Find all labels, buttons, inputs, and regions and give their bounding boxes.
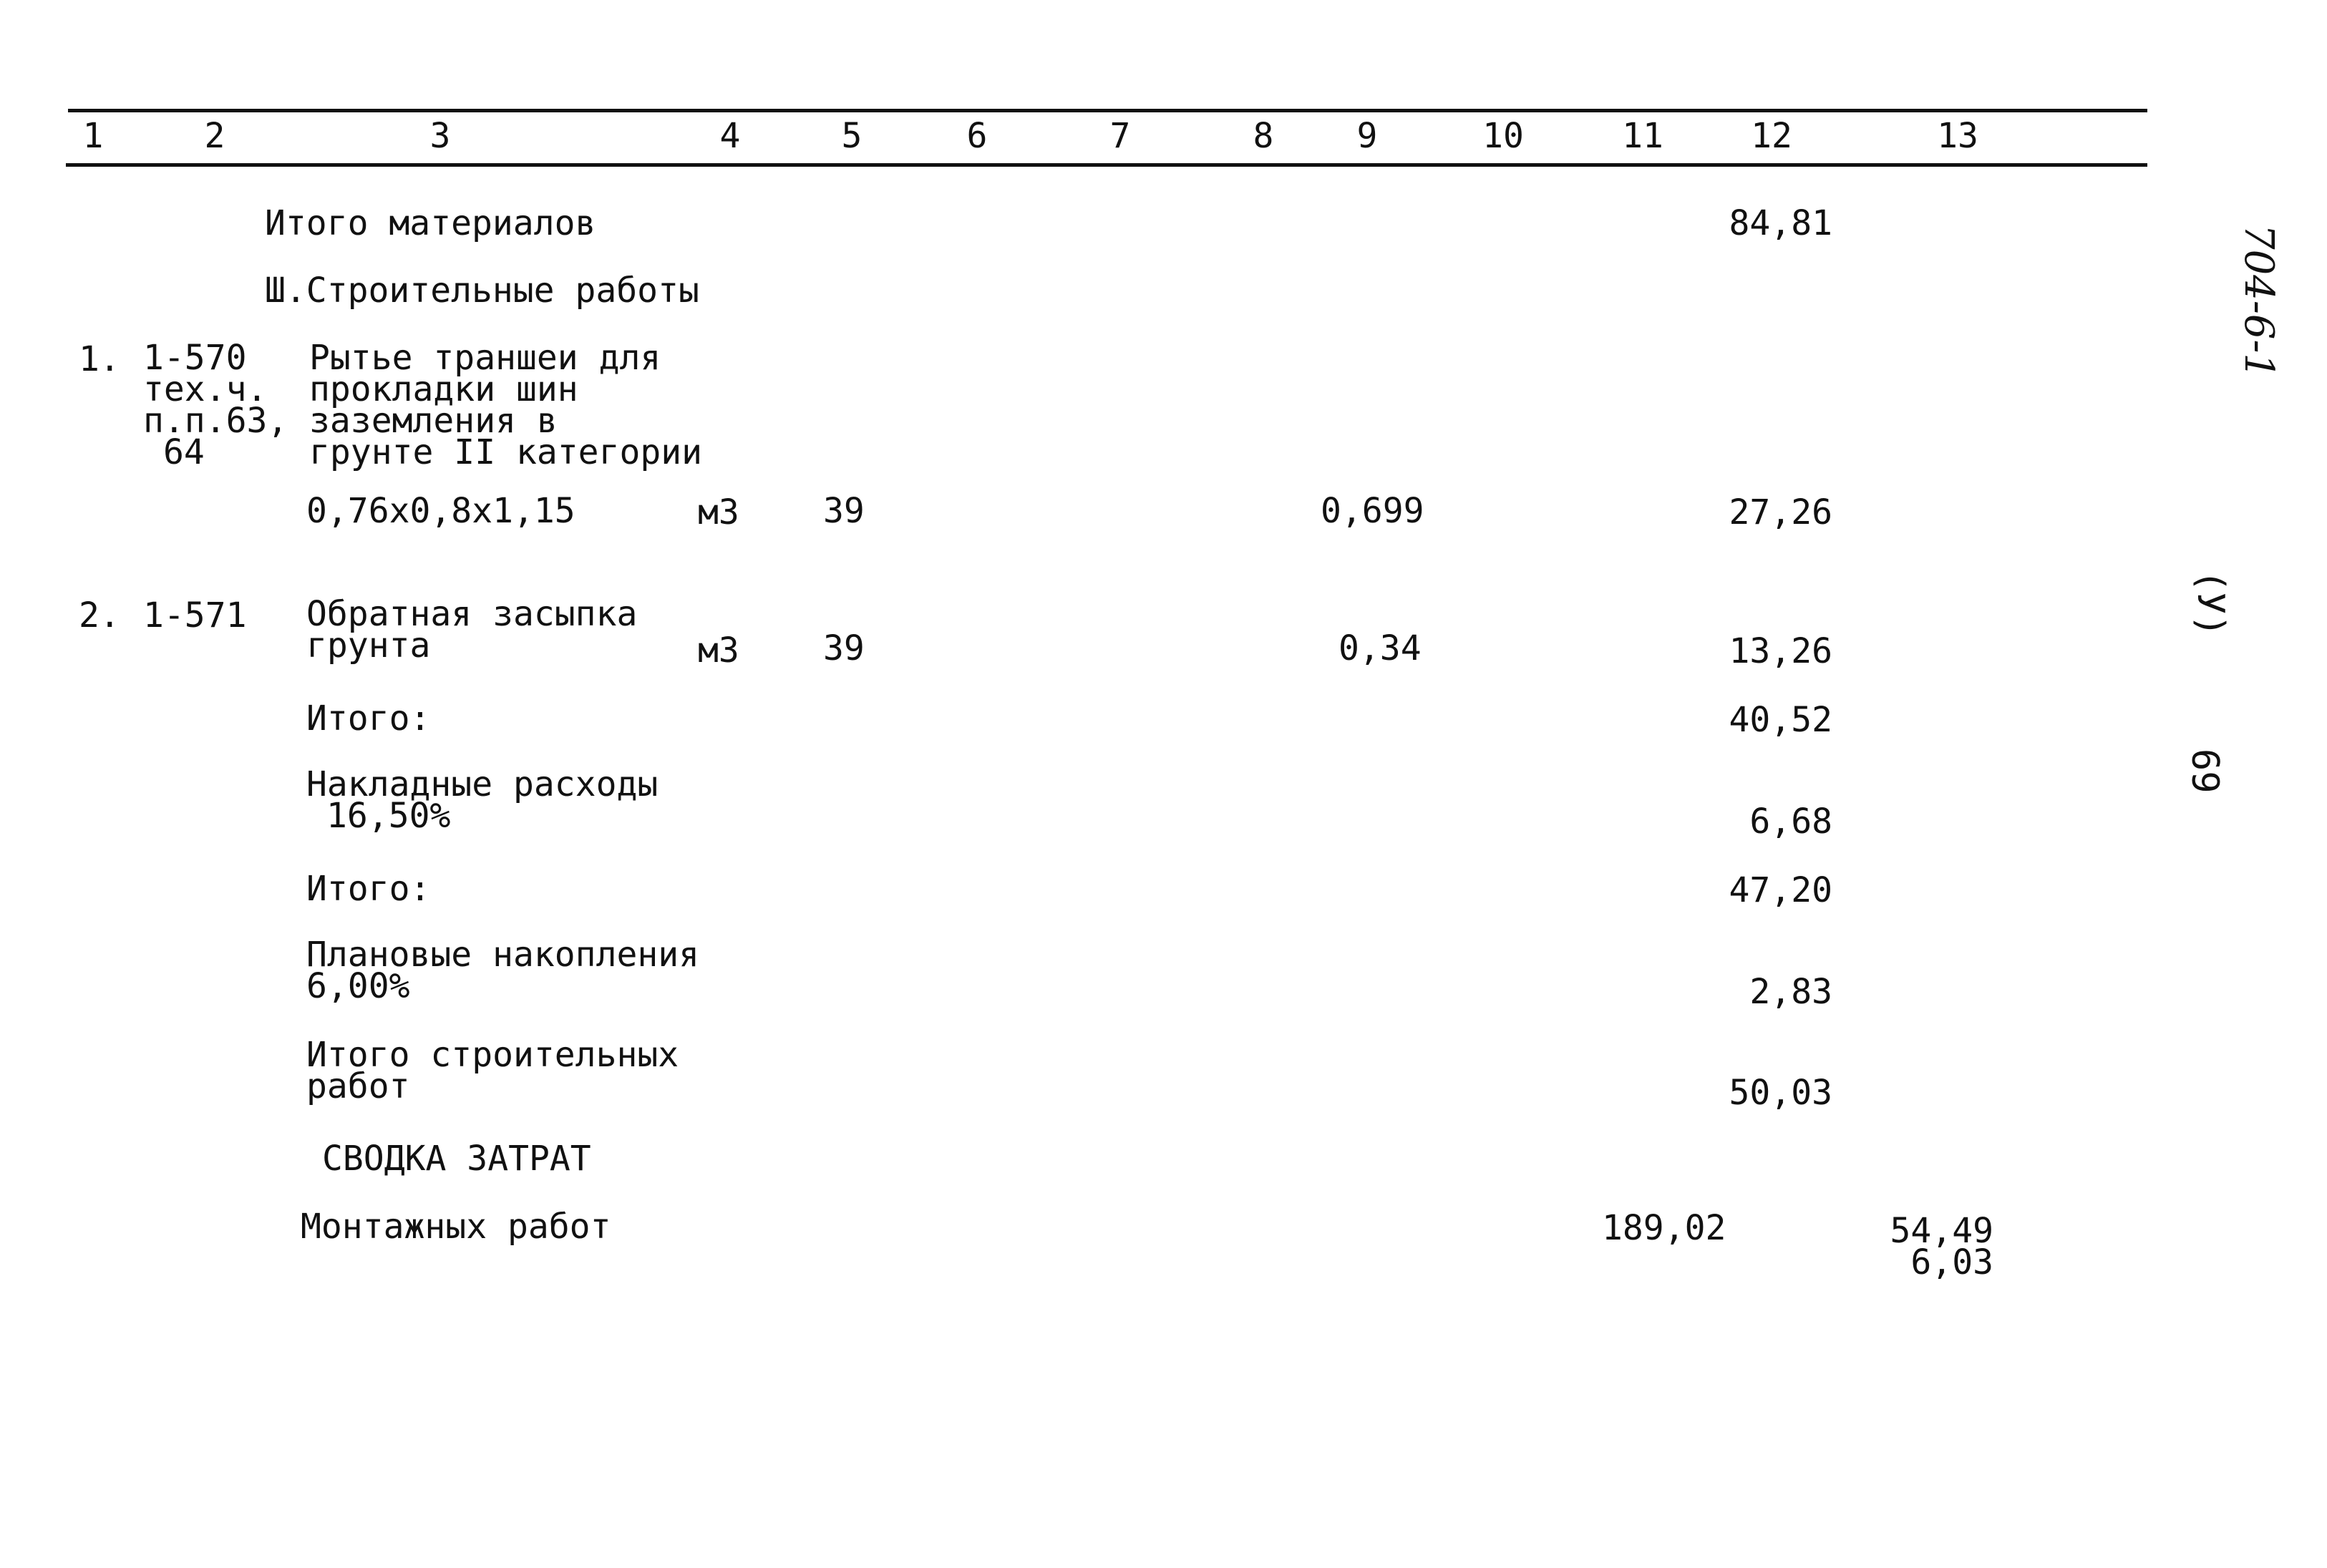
- column-header-3: 3: [429, 116, 451, 156]
- label-line: Плановые накопления: [306, 935, 700, 975]
- label-line: Итого строительных: [306, 1035, 679, 1075]
- description-line: Обратная засыпка: [306, 594, 638, 634]
- summary-title: СВОДКА ЗАТРАТ: [322, 1139, 591, 1179]
- description-line: грунта: [306, 625, 431, 666]
- row-label: [306, 1035, 679, 1106]
- column-header-4: 4: [719, 116, 741, 156]
- item-description: [306, 594, 638, 666]
- column-header-1: 1: [82, 116, 104, 156]
- label-line: 6,00%: [306, 966, 410, 1006]
- column-header-5: 5: [841, 116, 863, 156]
- col12-value: 47,20: [1729, 870, 1832, 910]
- col12-value: 50,03: [1729, 1073, 1832, 1113]
- col5-value: 39: [823, 491, 865, 531]
- header-bottom-rule: [66, 163, 2147, 167]
- label-line: 16,50%: [326, 796, 451, 836]
- code-line: 1-570: [143, 338, 247, 378]
- item-code: 1-571: [143, 595, 247, 636]
- column-header-7: 7: [1109, 116, 1131, 156]
- col5-value: 39: [823, 628, 865, 668]
- page-number: 69: [2183, 749, 2226, 794]
- document-code: 704-6-1: [2235, 224, 2282, 379]
- label-line: Накладные расходы: [306, 764, 659, 804]
- row-label: Итого материалов: [265, 203, 596, 243]
- column-header-2: 2: [204, 116, 225, 156]
- header-top-rule: [68, 109, 2147, 112]
- col12-value: 13,26: [1729, 631, 1832, 671]
- row-label: Итого:: [306, 869, 431, 909]
- col11-value: 189,02: [1602, 1208, 1726, 1248]
- column-header-11: 11: [1622, 116, 1663, 156]
- col12-value: 6,68: [1749, 802, 1832, 842]
- description-line: Рытье траншеи для: [309, 338, 661, 378]
- item-code: [143, 338, 288, 472]
- row-label: Итого:: [306, 698, 431, 739]
- col12-value: 2,83: [1749, 972, 1832, 1012]
- code-line: тех.ч.: [143, 369, 268, 409]
- column-header-10: 10: [1482, 116, 1524, 156]
- code-line: п.п.63,: [143, 401, 288, 441]
- album-mark: (У): [2189, 570, 2232, 637]
- label-line: работ: [306, 1066, 410, 1106]
- col9-value: 0,699: [1321, 491, 1424, 531]
- col9-value: 0,34: [1339, 628, 1422, 668]
- col13-line: 6,03: [1910, 1242, 1993, 1282]
- col12-value: 27,26: [1729, 492, 1832, 532]
- unit: м3: [698, 630, 739, 671]
- description-line: грунте II категории: [309, 432, 703, 472]
- column-header-6: 6: [966, 116, 988, 156]
- row-label: Монтажных работ: [301, 1207, 611, 1247]
- unit: м3: [698, 492, 739, 532]
- code-line: 64: [163, 432, 205, 472]
- row-label: [306, 935, 700, 1006]
- col13-line: 54,49: [1890, 1211, 1993, 1251]
- column-header-12: 12: [1751, 116, 1792, 156]
- col12-value: 40,52: [1729, 700, 1832, 740]
- column-header-9: 9: [1356, 116, 1378, 156]
- column-header-13: 13: [1937, 116, 1978, 156]
- description-line: заземления в: [309, 401, 558, 441]
- item-dimensions: 0,76x0,8x1,15: [306, 491, 575, 531]
- column-header-8: 8: [1253, 116, 1274, 156]
- row-label: [306, 764, 659, 836]
- col12-value: 84,81: [1729, 203, 1832, 243]
- item-number: 1.: [79, 339, 120, 379]
- col13-values: [1890, 1211, 1993, 1282]
- description-line: прокладки шин: [309, 369, 578, 409]
- item-number: 2.: [79, 595, 120, 636]
- item-description: [309, 338, 703, 472]
- section-title: Ш.Строительные работы: [265, 271, 699, 311]
